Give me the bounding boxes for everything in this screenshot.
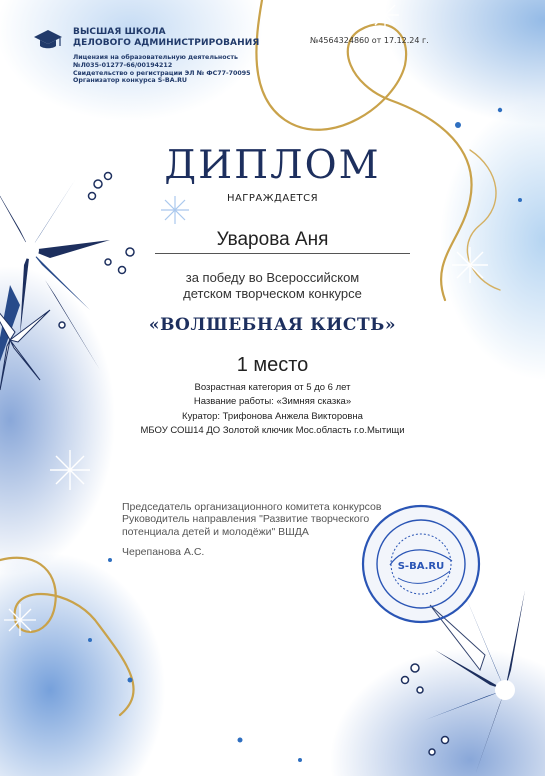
berries-right (402, 664, 449, 755)
award-reason-line2: детском творческом конкурсе (183, 286, 362, 301)
snowflake-icon (50, 450, 90, 490)
age-category: Возрастная категория от 5 до 6 лет (194, 382, 351, 393)
signatory-name: Черепанова А.С. (122, 546, 205, 559)
snowflake-icon (185, 652, 225, 692)
place-result: 1 место (236, 354, 309, 376)
award-reason-line1: за победу во Всероссийском (185, 270, 360, 285)
license-number: №Л035-01277-66/00194212 (73, 61, 173, 69)
work-title: Название работы: «Зимняя сказка» (193, 396, 352, 407)
signature-position-line3: потенциала детей и молодёжи" ВШДА (122, 525, 309, 538)
graduation-cap-icon (33, 29, 63, 51)
snowflake-icon (371, 1, 399, 29)
contest-name: «ВОЛШЕБНАЯ КИСТЬ» (148, 315, 397, 335)
recipient-underline (155, 253, 410, 254)
organization-info (73, 54, 251, 85)
license-text: Лицензия на образовательную деятельность (73, 54, 238, 61)
stamp-center-text: S-BA.RU (397, 561, 445, 572)
registration-text: Свидетельство о регистрации ЭЛ № ФС77-70095 (73, 69, 251, 77)
organization-name-line1: ВЫСШАЯ ШКОЛА (73, 27, 166, 37)
signature-block (122, 501, 381, 559)
signature-position-line2: Руководитель направления "Развитие творческого (122, 513, 370, 526)
gold-swirl-bottom (0, 558, 134, 715)
curator-name: Куратор: Трифонова Анжела Викторовна (182, 411, 363, 422)
organization-name (73, 27, 259, 49)
document-number: №4564324860 от 17.12.24 г. (310, 36, 429, 45)
recipient-name: Уварова Аня (216, 229, 329, 250)
award-reason (0, 270, 545, 302)
diploma-title: ДИПЛОМ (164, 143, 381, 188)
school-name: МБОУ СОШ14 ДО Золотой ключик Мос.область г.о.Мытищи (140, 425, 405, 436)
organizer-text: Организатор конкурса S-BA.RU (73, 77, 188, 85)
signature-position-line1: Председатель организационного комитета конкурсов (122, 501, 382, 513)
awarded-label: НАГРАЖДАЕТСЯ (226, 193, 319, 204)
organization-name-line2: ДЕЛОВОГО АДМИНИСТРИРОВАНИЯ (73, 38, 260, 48)
